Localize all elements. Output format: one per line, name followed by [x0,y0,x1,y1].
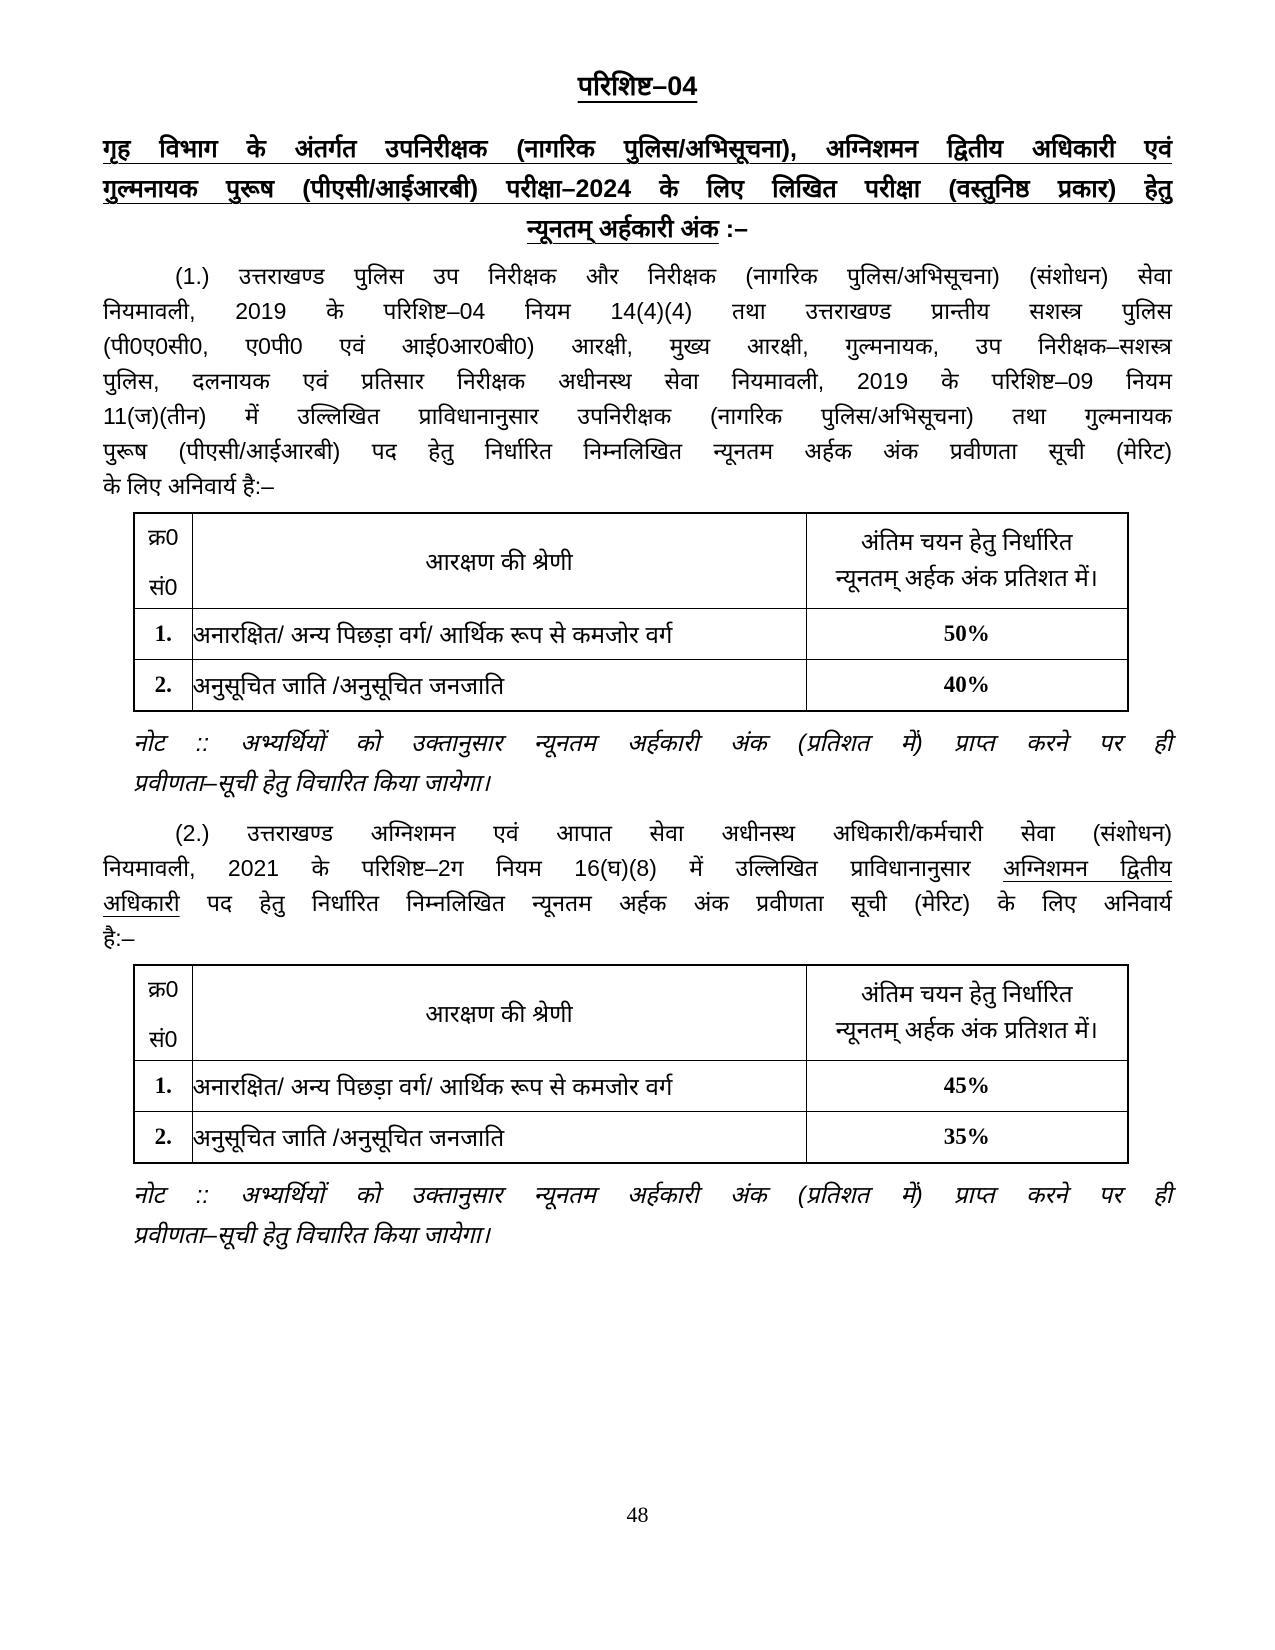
heading-line-1: गृह विभाग के अंतर्गत उपनिरीक्षक (नागरिक पुलिस/अभिसूचना), अग्निशमन द्वितीय अधिकारी एवं [103,135,1172,163]
table-1-header-row [134,513,1128,609]
note-2-line-1: नोट :: अभ्यर्थियों को उक्तानुसार न्यूनतम अर्हकारी अंक (प्रतिशत में) प्राप्त करने पर ही [133,1182,1172,1209]
paragraph-1-line-4: पुलिस, दलनायक एवं प्रतिसार निरीक्षक अधीनस्थ सेवा नियमावली, 2019 के परिशिष्ट–09 नियम [103,368,1172,394]
marks-header-line-1: अंतिम चयन हेतु निर्धारित [860,981,1073,1008]
appendix-title: परिशिष्ट–04 [577,71,698,101]
marks-header-line-1: अंतिम चयन हेतु निर्धारित [860,529,1073,556]
note-2 [133,1176,1172,1256]
table-1-row-1-category: अनारक्षित/ अन्य पिछड़ा वर्ग/ आर्थिक रूप से कमजोर वर्ग [192,609,806,660]
appendix-title-row [103,64,1172,113]
heading-line-3-underlined: न्यूनतम् अर्हकारी अंक [526,215,719,243]
table-2-row-2-serial: 2. [134,1112,192,1164]
paragraph-1-line-6: पुरूष (पीएसी/आईआरबी) पद हेतु निर्धारित निम्नलिखित न्यूनतम अर्हक अंक प्रवीणता सूची (मेरिट) [103,438,1172,464]
table-2-header-serial [134,965,192,1061]
serial-header-stack [135,514,192,608]
serial-header-stack [135,966,192,1060]
paragraph-1-line-5: 11(ज)(तीन) में उल्लिखित प्राविधानानुसार उपनिरीक्षक (नागरिक पुलिस/अभिसूचना) तथा गुल्मनायक [103,403,1172,429]
serial-header-bottom: सं0 [149,1026,178,1052]
table-2-header-row [134,965,1128,1061]
paragraph-2-line-3-text: पद हेतु निर्धारित निम्नलिखित न्यूनतम अर्हक अंक प्रवीणता सूची (मेरिट) के लिए अनिवार्य [179,890,1172,916]
paragraph-2-line-4: है:– [103,925,135,951]
table-2-row-2-category: अनुसूचित जाति /अनुसूचित जनजाति [192,1112,806,1164]
table-2-header-marks [806,965,1128,1061]
table-2-row-2-marks: 35% [806,1112,1128,1164]
note-1-line-1: नोट :: अभ्यर्थियों को उक्तानुसार न्यूनतम अर्हकारी अंक (प्रतिशत में) प्राप्त करने पर ही [133,730,1172,757]
serial-header-top: क्र0 [148,524,179,550]
table-2-row-1-category: अनारक्षित/ अन्य पिछड़ा वर्ग/ आर्थिक रूप से कमजोर वर्ग [192,1061,806,1112]
paragraph-2-line-3-underlined: अधिकारी [103,890,180,916]
table-1-header-marks [806,513,1128,609]
serial-header-bottom: सं0 [149,574,178,600]
table-2-row-2 [134,1112,1128,1164]
paragraph-1-line-1: (1.) उत्तराखण्ड पुलिस उप निरीक्षक और निरीक्षक (नागरिक पुलिस/अभिसूचना) (संशोधन) सेवा [175,263,1172,289]
table-1-row-1-marks: 50% [806,609,1128,660]
qualifying-marks-table-1 [133,512,1129,712]
table-2-header-category: आरक्षण की श्रेणी [192,965,806,1061]
document-heading [103,129,1172,249]
table-1-row-2-serial: 2. [134,660,192,712]
paragraph-2-line-2-text: नियमावली, 2021 के परिशिष्ट–2ग नियम 16(घ)(8) में उल्लिखित प्राविधानानुसार [103,855,1004,881]
table-1-row-1-serial: 1. [134,609,192,660]
table-1-row-1 [134,609,1128,660]
paragraph-1-line-3: (पी0ए0सी0, ए0पी0 एवं आई0आर0बी0) आरक्षी, मुख्य आरक्षी, गुल्मनायक, उप निरीक्षक–सशस्त्र [103,333,1172,359]
heading-line-2: गुल्मनायक पुरूष (पीएसी/आईआरबी) परीक्षा–2024 के लिए लिखित परीक्षा (वस्तुनिष्ठ प्रकार) हेतु [103,175,1172,203]
table-1-header-serial [134,513,192,609]
table-1-row-2 [134,660,1128,712]
table-1-header-category: आरक्षण की श्रेणी [192,513,806,609]
paragraph-2-line-2 [103,851,1172,886]
paragraph-2-line-3 [103,886,1172,921]
paragraph-2-line-2-underlined: अग्निशमन द्वितीय [1003,855,1172,881]
table-1-row-2-marks: 40% [806,660,1128,712]
paragraph-1 [103,259,1172,504]
note-1 [133,724,1172,804]
paragraph-1-line-7: के लिए अनिवार्य है:– [103,473,274,499]
serial-header-top: क्र0 [148,976,179,1002]
marks-header-line-2: न्यूनतम् अर्हक अंक प्रतिशत में। [835,565,1098,592]
table-2-row-1 [134,1061,1128,1112]
heading-line-3-suffix: :– [718,215,749,243]
qualifying-marks-table-2 [133,964,1129,1164]
page-number: 48 [626,1502,649,1527]
table-2-row-1-serial: 1. [134,1061,192,1112]
marks-header-line-2: न्यूनतम् अर्हक अंक प्रतिशत में। [835,1017,1098,1044]
note-1-line-2: प्रवीणता–सूची हेतु विचारित किया जायेगा। [133,770,490,797]
heading-line-3 [103,209,1172,249]
note-2-line-2: प्रवीणता–सूची हेतु विचारित किया जायेगा। [133,1222,490,1249]
table-1-row-2-category: अनुसूचित जाति /अनुसूचित जनजाति [192,660,806,712]
paragraph-1-line-2: नियमावली, 2019 के परिशिष्ट–04 नियम 14(4)(4) तथा उत्तराखण्ड प्रान्तीय सशस्त्र पुलिस [103,298,1172,324]
paragraph-2-line-1: (2.) उत्तराखण्ड अग्निशमन एवं आपात सेवा अधीनस्थ अधिकारी/कर्मचारी सेवा (संशोधन) [175,820,1172,846]
paragraph-2 [103,816,1172,956]
table-2-row-1-marks: 45% [806,1061,1128,1112]
